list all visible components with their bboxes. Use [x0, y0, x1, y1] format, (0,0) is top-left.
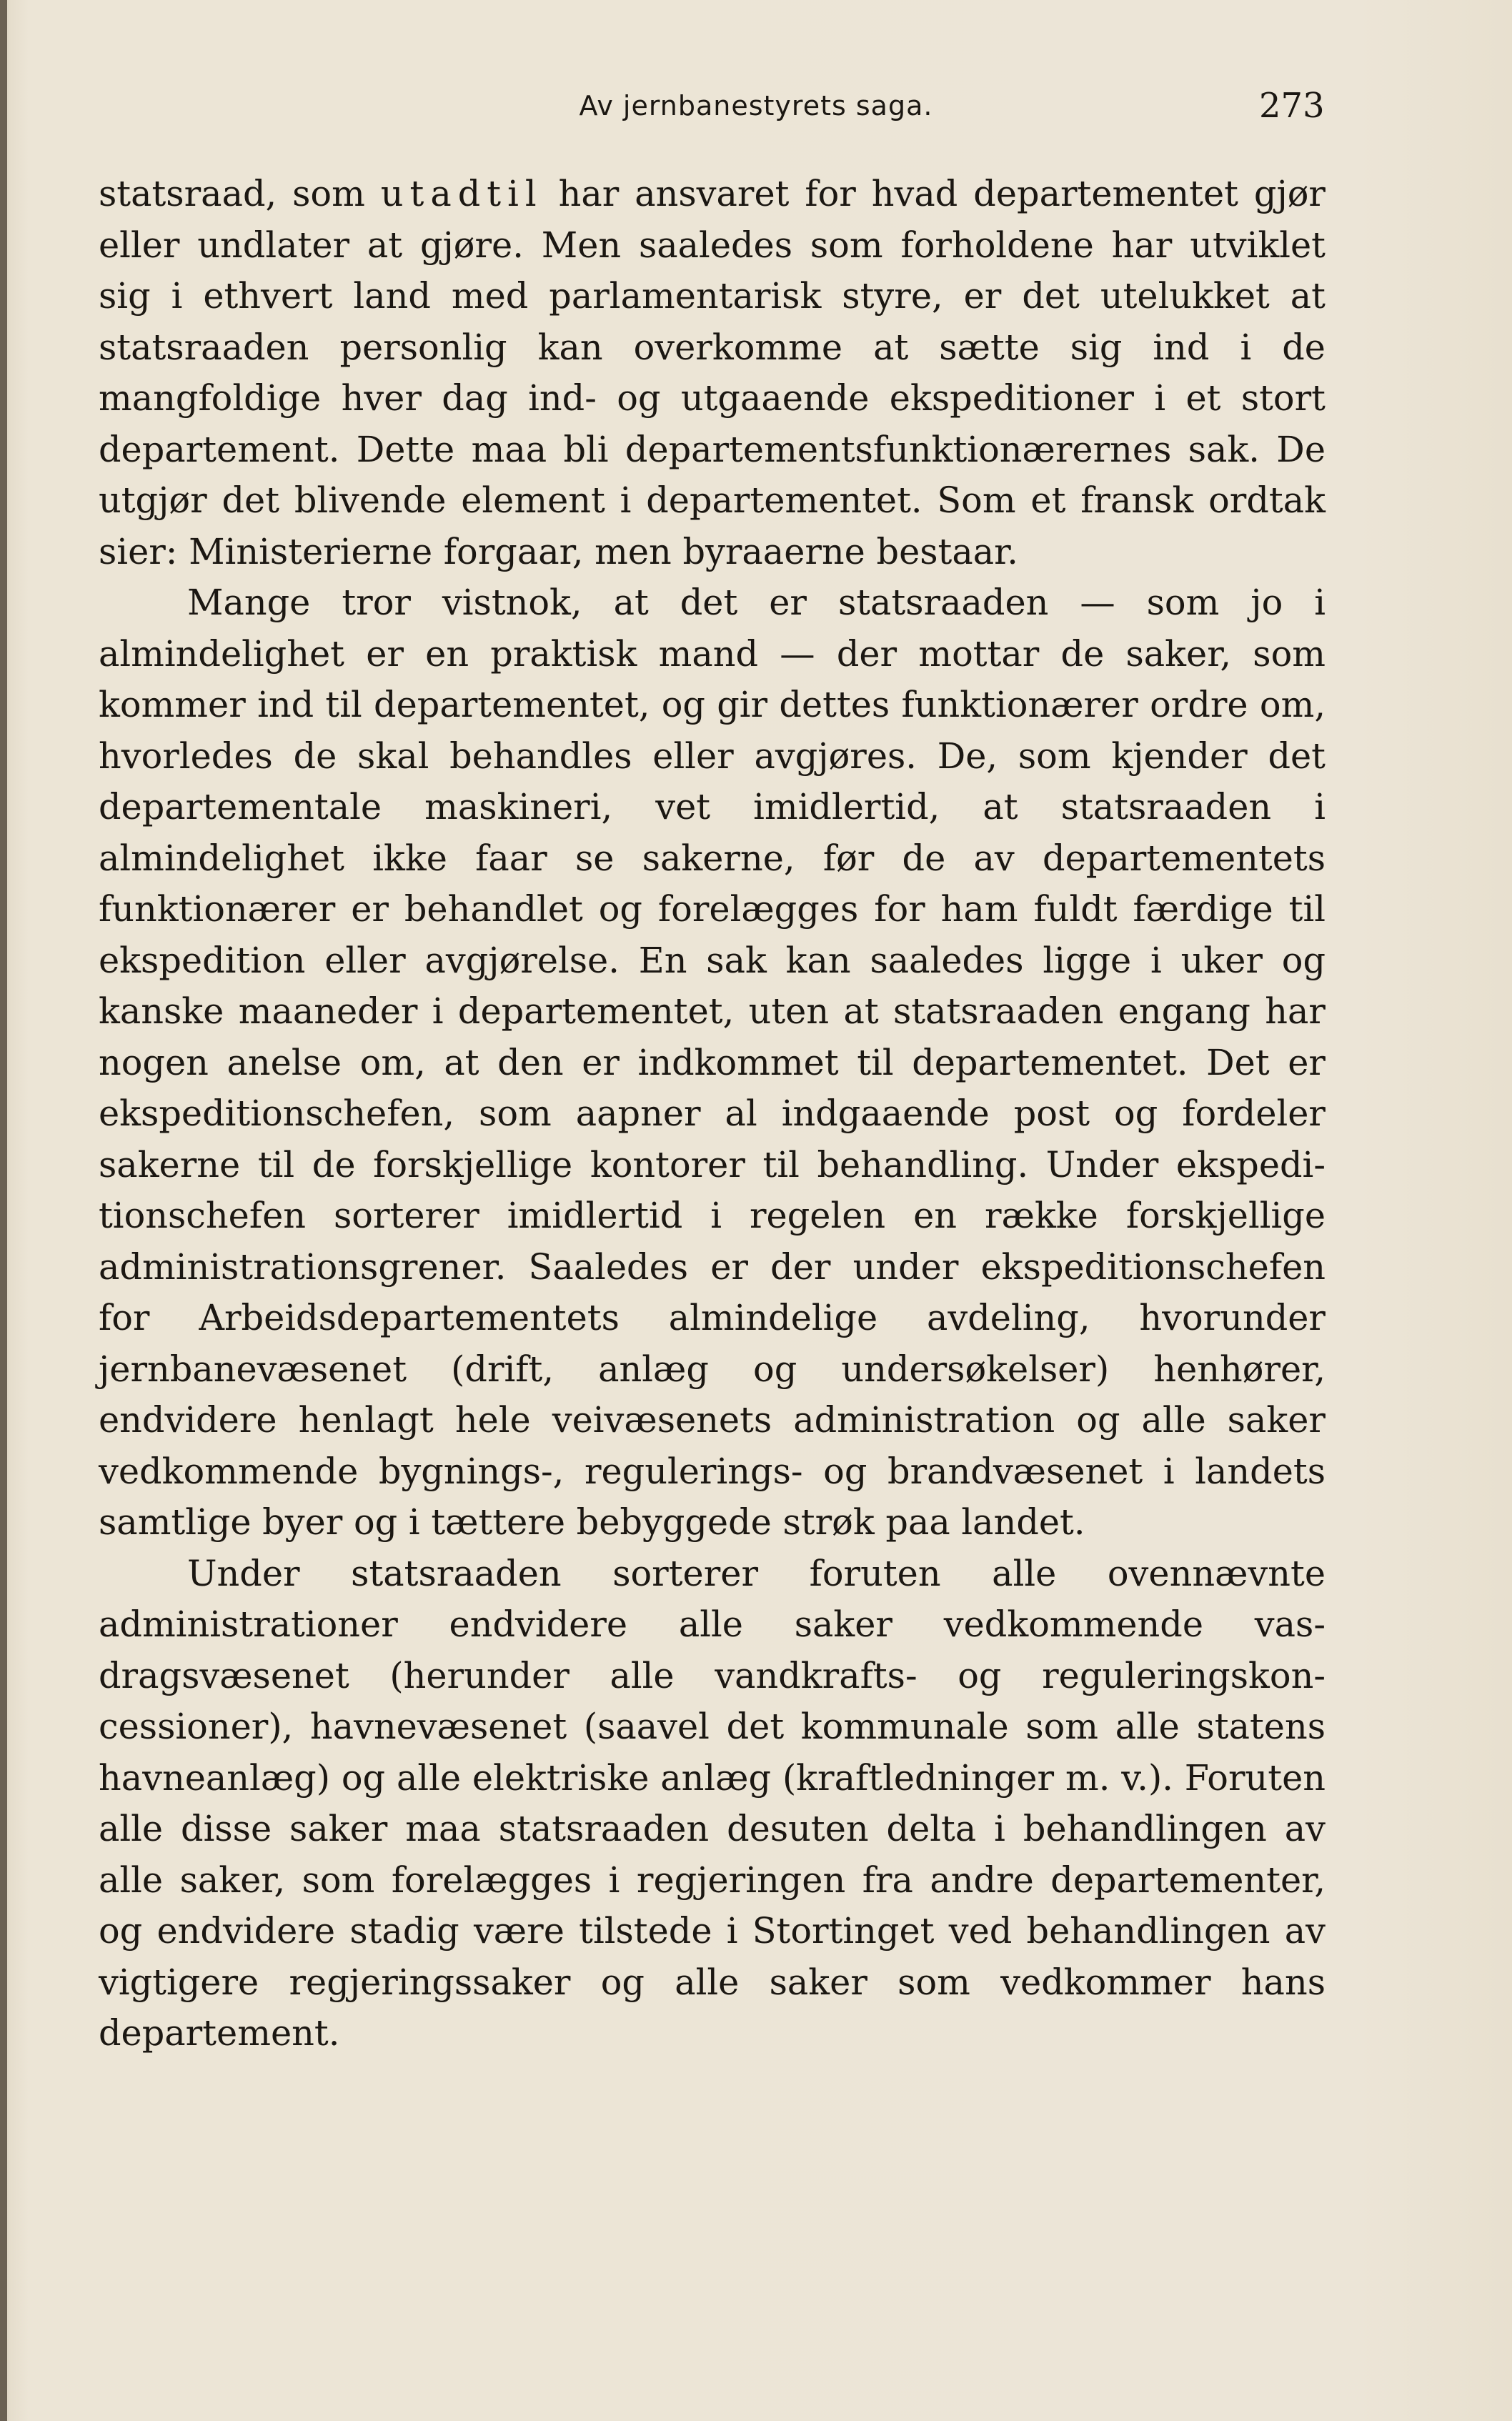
paragraph-1 — [99, 169, 1326, 577]
emphasized-word: utadtil — [380, 173, 543, 214]
running-title: Av jernbanestyrets saga. — [579, 90, 933, 121]
paragraph-2: Mange tror vistnok, at det er statsraaden — som jo i almindelighet er en praktisk mand — der mottar de saker, som kommer ind til departementet, og gir dettes funktionærer ordre om, hvorledes de skal behandles eller avgjøres. De, som kjender det departementale maskineri, vet imidlertid, at statsraaden i almindelighet ikke faar se sakerne, før de av departementets funktionærer er behandlet og forelægges for ham fuldt færdige til ekspedition eller avgjørelse. En sak kan saaledes ligge i uker og kanske maaneder i departementet, uten at statsraaden engang har nogen anelse om, at den er indkommet til departementet. Det er ekspeditionschefen, som aapner al indgaaende post og fordeler sakerne til de forskjellige kontorer til behandling. Under ekspeditionschefen sorterer imidlertid i regelen en række forskjellige administrationsgrener. Saaledes er der under ekspeditionschefen for Arbeidsdepartementets almindelige avdeling, hvorunder jernbanevæsenet (drift, anlæg og undersøkelser) henhører, endvidere henlagt hele veivæsenets administration og alle saker vedkommende bygnings-, regulerings- og brandvæsenet i landets samtlige byer og i tættere bebyggede strøk paa landet. — [99, 582, 1326, 1543]
paragraph-3: Under statsraaden sorterer foruten alle ovennævnte administrationer endvidere alle saker vedkommende vasdragsvæsenet (herunder alle vandkrafts- og reguleringskoncessioner), havnevæsenet (saavel det kommunale som alle statens havneanlæg) og alle elektriske anlæg (kraftledninger m. v.). Foruten alle disse saker maa statsraaden desuten delta i behandlingen av alle saker, som forelægges i regjeringen fra andre departementer, og endvidere stadig være tilstede i Stortinget ved behandlingen av vigtigere regjeringssaker og alle saker som vedkommer hans departement. — [99, 1552, 1326, 2054]
paragraph-1-rest: har ansvaret for hvad departementet gjør eller undlater at gjøre. Men saaledes som forholdene har utviklet sig i ethvert land med parlamentarisk styre, er det utelukket at statsraaden personlig kan overkomme at sætte sig ind i de mangfoldige hver dag ind- og utgaaende ekspeditioner i et stort departement. Dette maa bli departementsfunktionærernes sak. De utgjør det blivende element i departementet. Som et fransk ordtak sier: Ministerierne forgaar, men byraaerne bestaar. — [99, 173, 1326, 572]
paragraph-1-start: statsraad, som — [99, 173, 381, 214]
body-text — [99, 169, 1326, 2059]
binding-edge — [0, 0, 7, 2421]
page-number: 273 — [1259, 86, 1325, 126]
page-header — [0, 86, 1512, 136]
